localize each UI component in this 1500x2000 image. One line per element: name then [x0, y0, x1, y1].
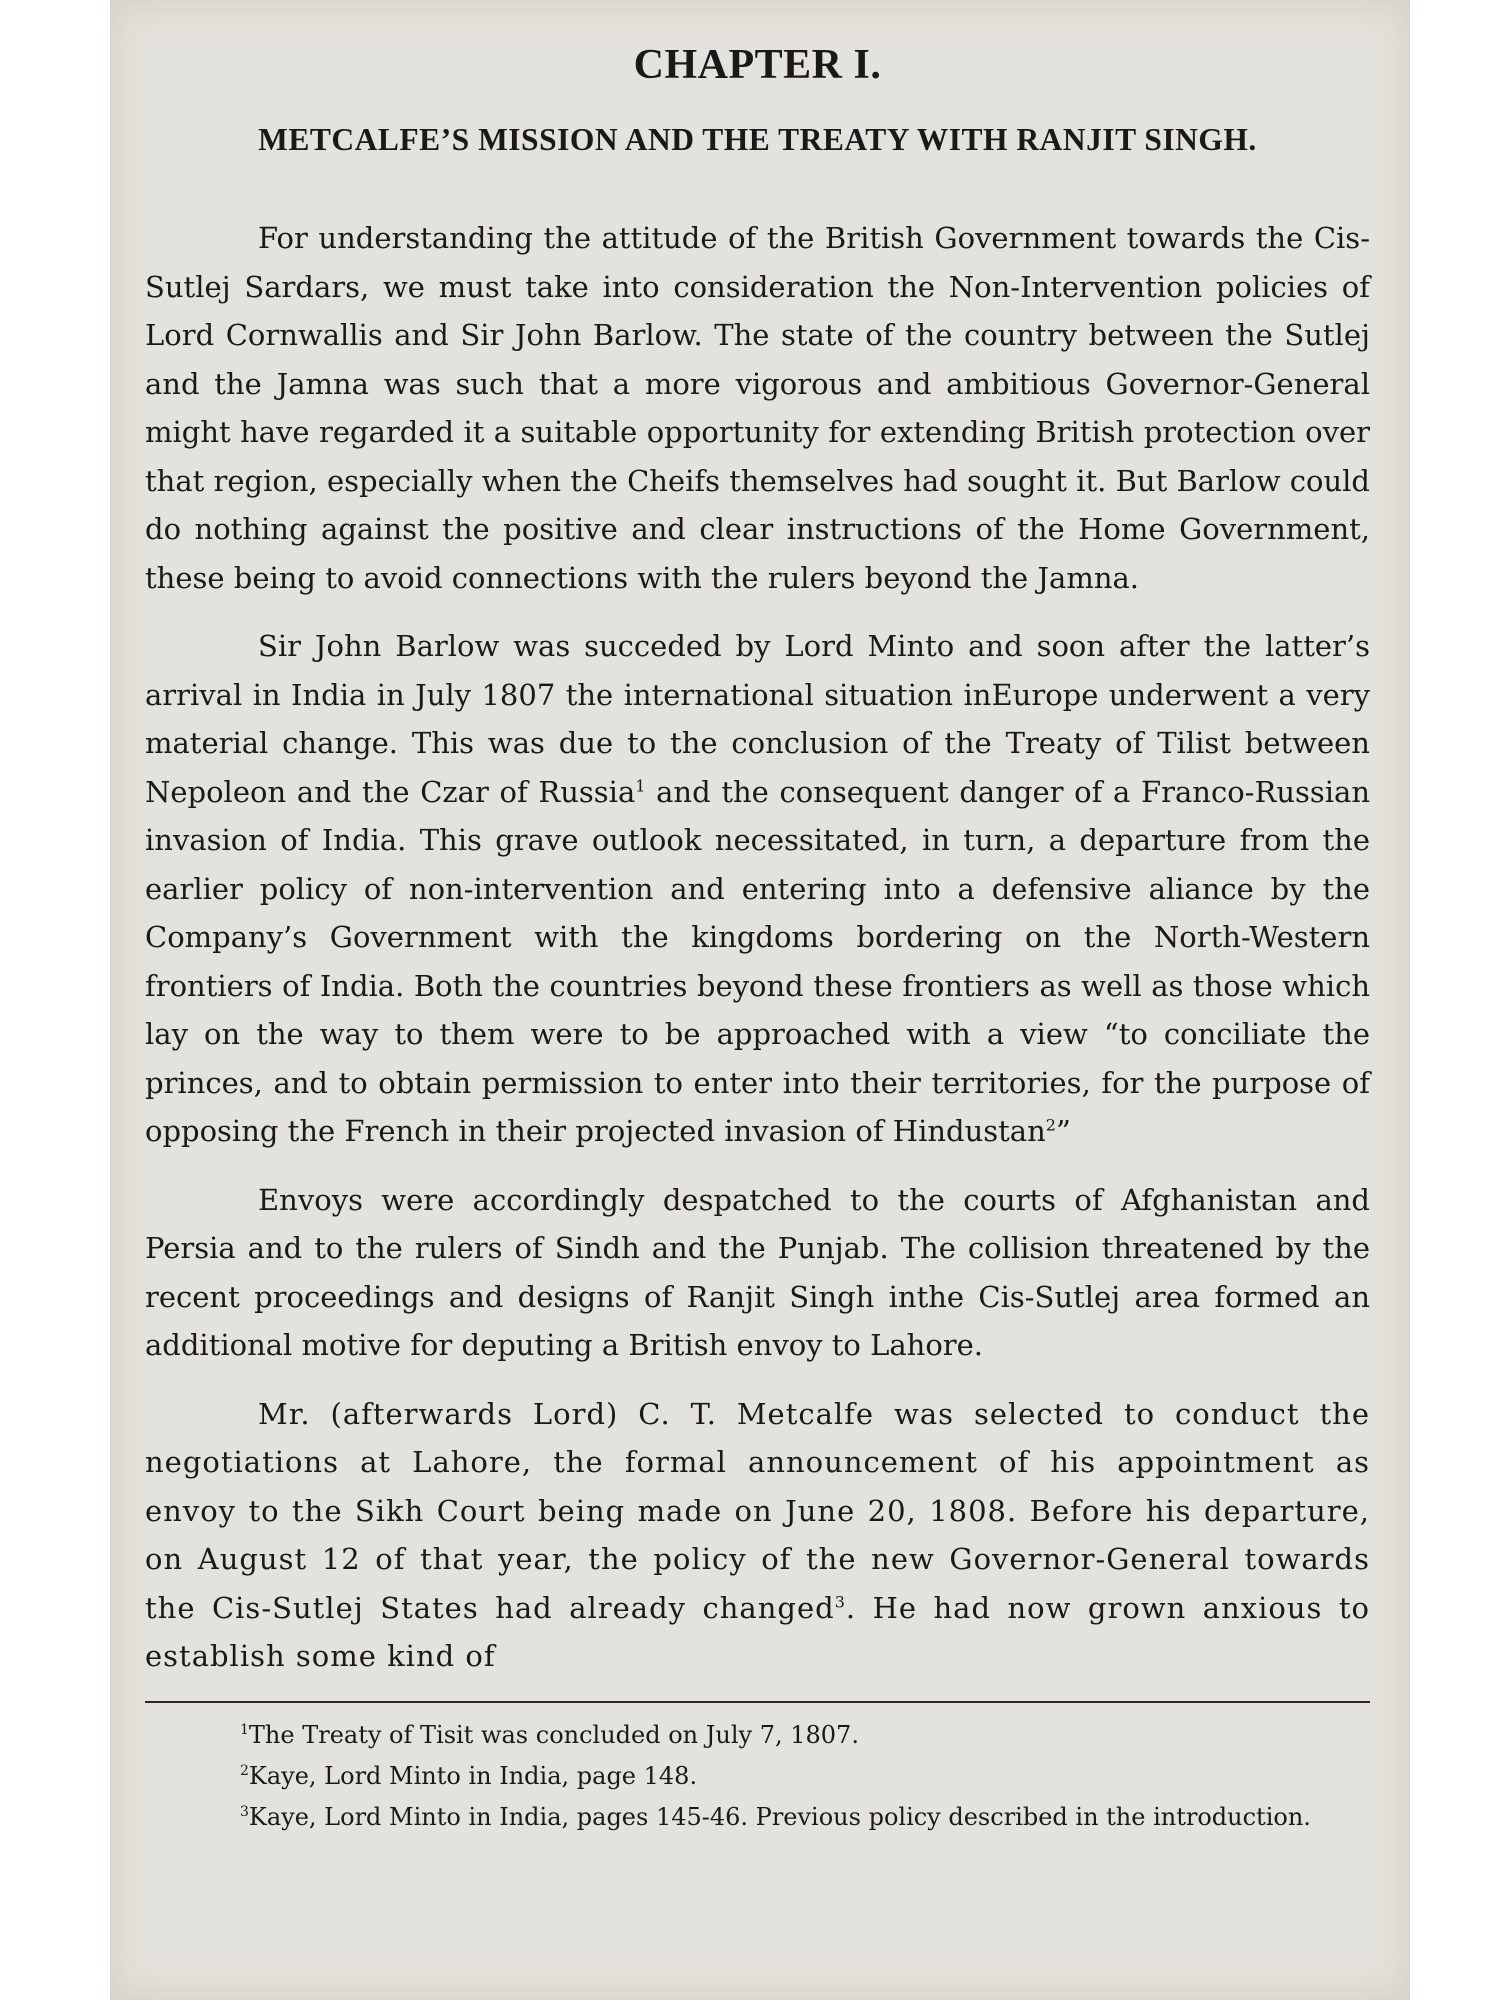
- paragraph-4: [145, 1390, 1370, 1681]
- footnote-3-marker: 3: [240, 1803, 249, 1820]
- paragraph-1: For understanding the attitude of the British Government towards the Cis-Sutlej Sardars, we must take into consideration the Non-Intervention policies of Lord Cornwallis and Sir John Barlow. The state of the country between the Sutlej and the Jamna was such that a more vigorous and ambitious Governor-General might have regarded it a suitable opportunity for extending British protection over that region, especially when the Cheifs themselves had sought it. But Barlow could do nothing against the positive and clear instructions of the Home Government, these being to avoid connections with the rulers beyond the Jamna.: [145, 221, 1370, 595]
- footnote-ref-1: 1: [635, 775, 646, 795]
- footnote-ref-3: 3: [834, 1591, 846, 1611]
- footnote-3-text: Kaye, Lord Minto in India, pages 145-46. Previous policy described in the introduction.: [248, 1802, 1311, 1831]
- footnote-ref-2: 2: [1045, 1115, 1056, 1135]
- paragraph-4-text-a: Mr. (afterwards Lord) C. T. Metcalfe was selected to conduct the negotiations at Lahore, the formal announcement of his appointment as envoy to the Sikh Court being made on June 20, 1808. Before his departure, on August 12 of that year, the policy of the new Governor-General towards the Cis-Sutlej States had already changed: [145, 1396, 1370, 1625]
- book-page: [145, 40, 1370, 1838]
- footnote-3: [240, 1797, 1370, 1838]
- footnote-2-text: Kaye, Lord Minto in India, page 148.: [248, 1761, 698, 1790]
- footnote-1-marker: 1: [240, 1721, 249, 1738]
- chapter-title: CHAPTER I.: [633, 42, 882, 88]
- footnote-divider: [145, 1701, 1370, 1703]
- chapter-subtitle: METCALFE’S MISSION AND THE TREATY WITH RANJIT SINGH.: [258, 122, 1257, 157]
- footnotes: [145, 1715, 1370, 1838]
- paragraph-2-text-b: and the consequent danger of a Franco-Russian invasion of India. This grave outlook necessitated, in turn, a departure from the earlier policy of non-intervention and entering into a defensive aliance by the Company’s Government with the kingdoms bordering on the North-Western frontiers of India. Both the countries beyond these frontiers as well as those which lay on the way to them were to be approached with a view “to conciliate the princes, and to obtain permission to enter into their territories, for the purpose of opposing the French in their projected invasion of Hindustan: [145, 774, 1370, 1148]
- paragraph-2: [145, 622, 1370, 1156]
- footnote-2: [240, 1756, 1370, 1797]
- footnote-2-marker: 2: [240, 1762, 249, 1779]
- footnote-1: [240, 1715, 1370, 1756]
- footnote-1-text: The Treaty of Tisit was concluded on July 7, 1807.: [248, 1720, 859, 1749]
- paragraph-4-text-b: . He had now grown anxious to establish some kind of: [145, 1590, 1370, 1673]
- paragraph-2-text-c: ”: [1055, 1114, 1071, 1148]
- paragraph-2-text-a: Sir John Barlow was succeded by Lord Minto and soon after the latter’s arrival in India in July 1807 the international situation inEurope underwent a very material change. This was due to the conclusion of the Treaty of Tilist between Nepoleon and the Czar of Russia: [145, 629, 1370, 809]
- paragraph-3: Envoys were accordingly despatched to the courts of Afghanistan and Persia and to the rulers of Sindh and the Punjab. The collision threatened by the recent proceedings and designs of Ranjit Singh inthe Cis-Sutlej area formed an additional motive for deputing a British envoy to Lahore.: [145, 1182, 1370, 1362]
